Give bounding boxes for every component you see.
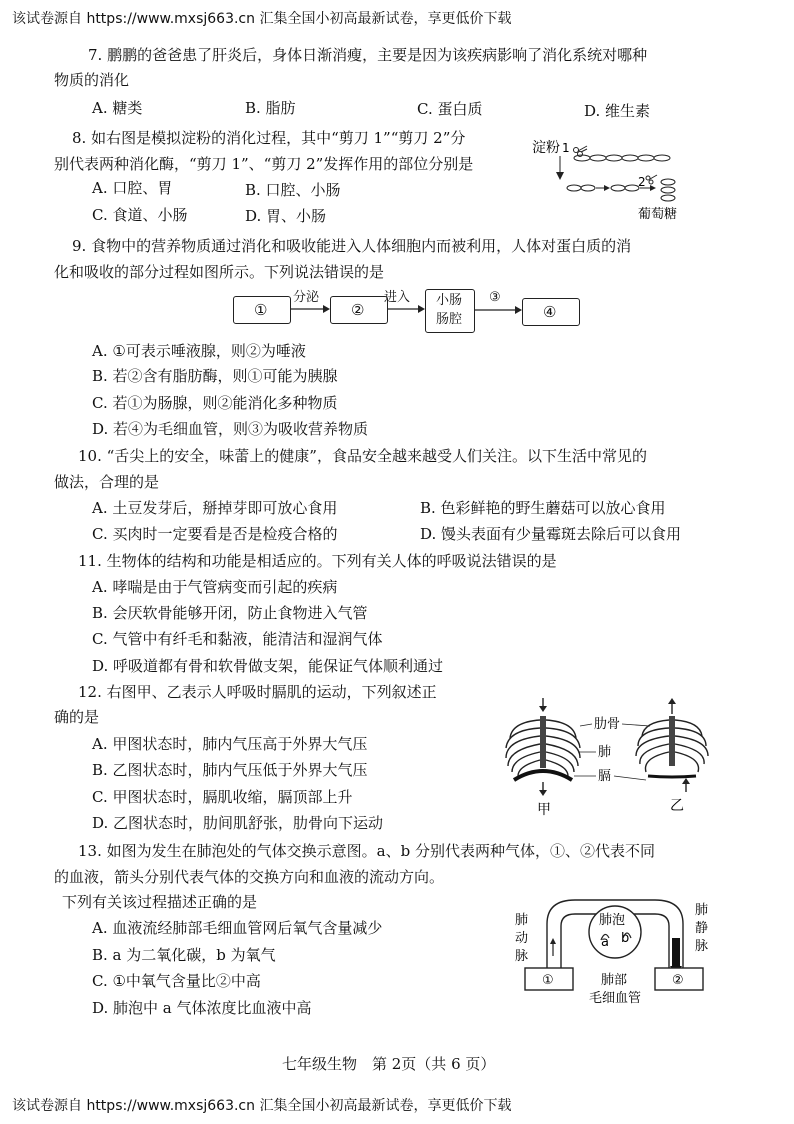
flow-arrow-2-label: 进入 [384, 290, 411, 305]
ribcage-jia [506, 698, 580, 796]
flow-box-3-line2: 肠腔 [436, 312, 463, 327]
q11-option-b: B. 会厌软骨能够开闭，防止食物进入气管 [92, 604, 368, 622]
q12-option-c: C. 甲图状态时，膈肌收缩，膈顶部上升 [92, 788, 353, 806]
q8-option-d: D. 胃、小肠 [245, 207, 327, 225]
q10-option-b: B. 色彩鲜艳的野生蘑菇可以放心食用 [420, 499, 666, 517]
q13-option-a: A. 血液流经肺部毛细血管网后氧气含量减少 [92, 919, 383, 937]
label-diaphragm: 膈 [598, 769, 612, 784]
q13-stem-line3: 下列有关该过程描述正确的是 [62, 893, 258, 911]
blood-box-1-label: ① [542, 973, 554, 988]
page-footer: 七年级生物 第 2页（共 6 页） [282, 1055, 496, 1073]
q8-stem-line2: 别代表两种消化酶，“剪刀 1”、“剪刀 2”发挥作用的部位分别是 [54, 155, 474, 173]
flow-box-1 [233, 296, 291, 324]
q9-option-b: B. 若②含有脂肪酶，则①可能为胰腺 [92, 367, 338, 385]
ribcage-figure [500, 696, 730, 820]
flow-arrow-3-label: ③ [489, 290, 501, 305]
gas-a-label: a [601, 935, 609, 950]
flow-arrows [289, 300, 525, 320]
q13-option-c: C. ①中氧气含量比②中高 [92, 972, 261, 990]
q7-option-a: A. 糖类 [92, 99, 143, 117]
pulmonary-vein-char1: 肺 [695, 903, 709, 918]
q10-option-a: A. 土豆发芽后，掰掉芽即可放心食用 [92, 499, 338, 517]
label-rib: 肋骨 [594, 717, 621, 732]
scissors-1-label: 1 [562, 141, 570, 155]
q9-option-a: A. ①可表示唾液腺，则②为唾液 [92, 342, 306, 360]
label-lung: 肺 [598, 745, 612, 760]
q8-option-b: B. 口腔、小肠 [245, 181, 341, 199]
scissors-2-icon [646, 175, 657, 184]
q12-stem-line1: 12. 右图甲、乙表示人呼吸时膈肌的运动，下列叙述正 [78, 683, 437, 701]
alveolus-label: 肺泡 [599, 913, 626, 928]
q10-option-c: C. 买肉时一定要看是否是检疫合格的 [92, 525, 338, 543]
flow-box-1-label: ① [254, 301, 268, 319]
label-leader-lines [574, 724, 650, 780]
q10-stem-line1: 10. “舌尖上的安全，味蕾上的健康”，食品安全越来越受人们关注。以下生活中常见的 [78, 447, 647, 465]
pulmonary-artery-char3: 脉 [515, 949, 529, 964]
q12-option-d: D. 乙图状态时，肋间肌舒张，肋骨向下运动 [92, 814, 384, 832]
q9-option-d: D. 若④为毛细血管，则③为吸收营养物质 [92, 420, 369, 438]
q11-option-d: D. 呼吸道都有骨和软骨做支架，能保证气体顺利通过 [92, 657, 444, 675]
q13-stem-line1: 13. 如图为发生在肺泡处的气体交换示意图。a、b 分别代表两种气体，①、②代表不同 [78, 842, 655, 860]
flow-box-2-label: ② [351, 301, 365, 319]
q7-stem-line2: 物质的消化 [54, 71, 130, 89]
q13-option-d: D. 肺泡中 a 气体浓度比血液中高 [92, 999, 312, 1017]
starch-digestion-figure [530, 132, 690, 224]
q10-option-d: D. 馒头表面有少量霉斑去除后可以食用 [420, 525, 682, 543]
q11-option-c: C. 气管中有纤毛和黏液，能清洁和湿润气体 [92, 630, 383, 648]
q10-stem-line2: 做法，合理的是 [54, 473, 160, 491]
flow-arrow-1-label: 分泌 [293, 290, 320, 305]
flow-box-4 [522, 298, 580, 326]
q13-option-b: B. a 为二氧化碳，b 为氧气 [92, 946, 276, 964]
ribcage-yi [636, 698, 708, 792]
q13-stem-line2: 的血液，箭头分别代表气体的交换方向和血液的流动方向。 [54, 868, 445, 886]
q8-stem-line1: 8. 如右图是模拟淀粉的消化过程，其中“剪刀 1”“剪刀 2”分 [72, 129, 466, 147]
starch-chain [556, 155, 675, 201]
scissors-2-label: 2 [638, 175, 646, 189]
pulmonary-vein-arrow [672, 938, 680, 968]
q11-stem: 11. 生物体的结构和功能是相适应的。下列有关人体的呼吸说法错误的是 [78, 552, 557, 570]
pulmonary-vein-char2: 静 [695, 921, 709, 936]
flow-box-4-label: ④ [543, 303, 557, 321]
blood-box-2-label: ② [672, 973, 684, 988]
pulmonary-artery-char1: 肺 [515, 913, 529, 928]
q12-stem-line2: 确的是 [54, 708, 100, 726]
header-watermark: 该试卷源自 https://www.mxsj663.cn 汇集全国小初高最新试卷，享更低价下载 [12, 11, 512, 27]
starch-label: 淀粉 [532, 140, 560, 156]
q12-option-a: A. 甲图状态时，肺内气压高于外界大气压 [92, 735, 368, 753]
q9-option-c: C. 若①为肠腺，则②能消化多种物质 [92, 394, 338, 412]
q8-option-a: A. 口腔、胃 [92, 179, 173, 197]
q11-option-a: A. 哮喘是由于气管病变而引起的疾病 [92, 578, 338, 596]
alveolus-gas-exchange-figure [505, 880, 725, 1020]
capillary-label-line1: 肺部 [601, 973, 628, 988]
pulmonary-artery-char2: 动 [515, 931, 529, 946]
q7-option-c: C. 蛋白质 [417, 100, 483, 118]
q12-option-b: B. 乙图状态时，肺内气压低于外界大气压 [92, 761, 368, 779]
footer-watermark: 该试卷源自 https://www.mxsj663.cn 汇集全国小初高最新试卷，享更低价下载 [12, 1098, 512, 1114]
q7-stem-line1: 7. 鹏鹏的爸爸患了肝炎后，身体日渐消瘦，主要是因为该疾病影响了消化系统对哪种 [88, 46, 648, 64]
capillary-tube [547, 900, 683, 976]
pulmonary-vein-char3: 脉 [695, 939, 709, 954]
label-yi: 乙 [670, 798, 684, 814]
glucose-label: 葡萄糖 [638, 207, 678, 222]
flow-box-3-line1: 小肠 [436, 293, 463, 308]
gas-b-label: b [621, 931, 630, 946]
label-jia: 甲 [537, 802, 551, 818]
q7-option-d: D. 维生素 [584, 102, 651, 120]
q8-option-c: C. 食道、小肠 [92, 206, 188, 224]
q9-stem-line2: 化和吸收的部分过程如图所示。下列说法错误的是 [54, 263, 385, 281]
q7-option-b: B. 脂肪 [245, 99, 296, 117]
capillary-label-line2: 毛细血管 [589, 991, 642, 1006]
q9-stem-line1: 9. 食物中的营养物质通过消化和吸收能进入人体细胞内而被利用，人体对蛋白质的消 [72, 237, 632, 255]
